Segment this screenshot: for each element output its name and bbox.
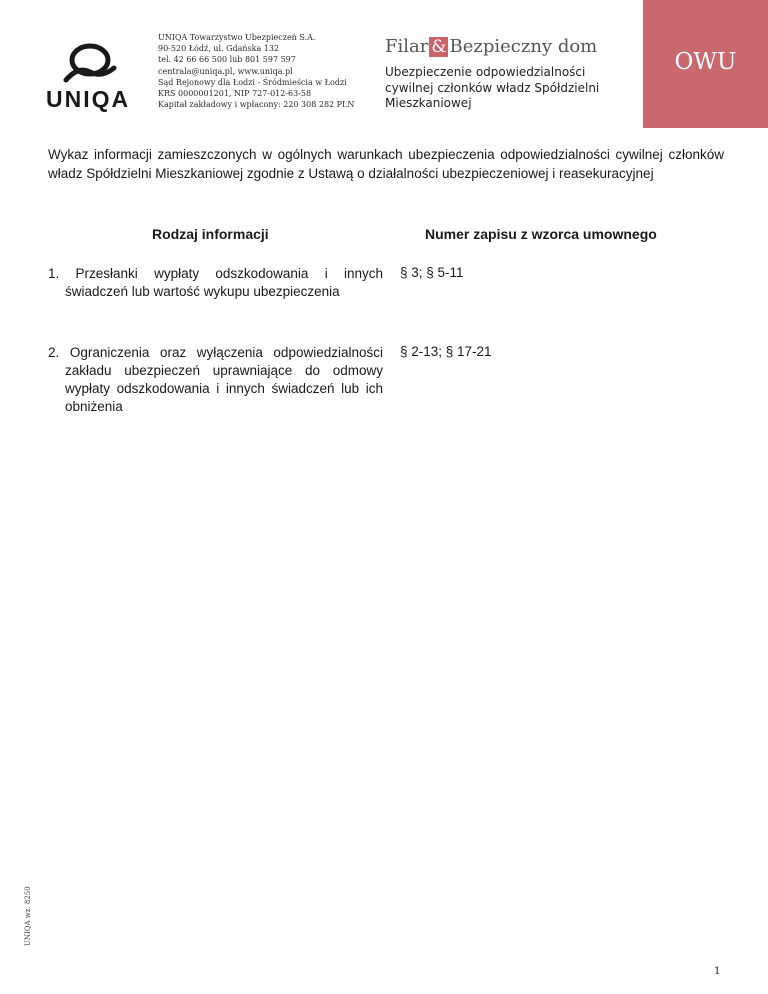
form-code: UNIQA wz. 8250 bbox=[24, 886, 32, 946]
company-line: 90-520 Łódź, ul. Gdańska 132 bbox=[158, 44, 280, 54]
table-row-ref: § 2-13; § 17-21 bbox=[400, 344, 492, 359]
uniqa-emblem-icon bbox=[62, 42, 118, 84]
company-line: Kapitał zakładowy i wpłacony: 220 308 282 PLN bbox=[158, 100, 355, 110]
brand-right: Bezpieczny dom bbox=[449, 36, 598, 57]
product-title bbox=[385, 65, 635, 112]
logo-wordmark: UNIQA bbox=[46, 86, 131, 112]
product-brand bbox=[385, 36, 635, 57]
owu-badge-label: owu bbox=[674, 38, 737, 77]
owu-badge bbox=[643, 0, 768, 128]
intro-paragraph: Wykaz informacji zamieszczonych w ogólnych warunkach ubezpieczenia odpowiedzialności cywilnej członków władz Spółdzielni Mieszkaniowej zgodnie z Ustawą o działalności ubezpieczeniowej i reasekuracyjnej bbox=[48, 147, 724, 181]
table-row-text: 2. Ograniczenia oraz wyłączenia odpowiedzialności zakładu ubezpieczeń uprawniające do odmowy wypłaty odszkodowania i innych świadczeń lub ich obniżenia bbox=[48, 345, 383, 414]
company-line: tel. 42 66 66 500 lub 801 597 597 bbox=[158, 55, 296, 65]
uniqa-logo bbox=[44, 42, 136, 110]
company-line: UNIQA Towarzystwo Ubezpieczeń S.A. bbox=[158, 33, 316, 42]
table-row-ref: § 3; § 5-11 bbox=[400, 265, 464, 280]
table-row-text: 1. Przesłanki wypłaty odszkodowania i innych świadczeń lub wartość wykupu ubezpieczenia bbox=[48, 266, 383, 299]
brand-left: Filar bbox=[385, 36, 429, 57]
product-title-line: Ubezpieczenie odpowiedzialności bbox=[385, 65, 586, 79]
product-block bbox=[385, 36, 635, 112]
column-header-info-type: Rodzaj informacji bbox=[152, 226, 269, 242]
company-details bbox=[158, 32, 388, 110]
product-title-line: cywilnej członków władz Spółdzielni bbox=[385, 80, 600, 95]
company-line: KRS 0000001201, NIP 727-012-63-58 bbox=[158, 89, 312, 99]
company-line: centrala@uniqa.pl, www.uniqa.pl bbox=[158, 66, 293, 76]
product-title-line: Mieszkaniowej bbox=[385, 96, 472, 110]
brand-ampersand: & bbox=[431, 36, 447, 57]
page-number: 1 bbox=[714, 966, 721, 977]
company-line: Sąd Rejonowy dla Łodzi - Śródmieścia w Łodzi bbox=[158, 77, 347, 87]
column-header-clause-number: Numer zapisu z wzorca umownego bbox=[425, 226, 657, 242]
